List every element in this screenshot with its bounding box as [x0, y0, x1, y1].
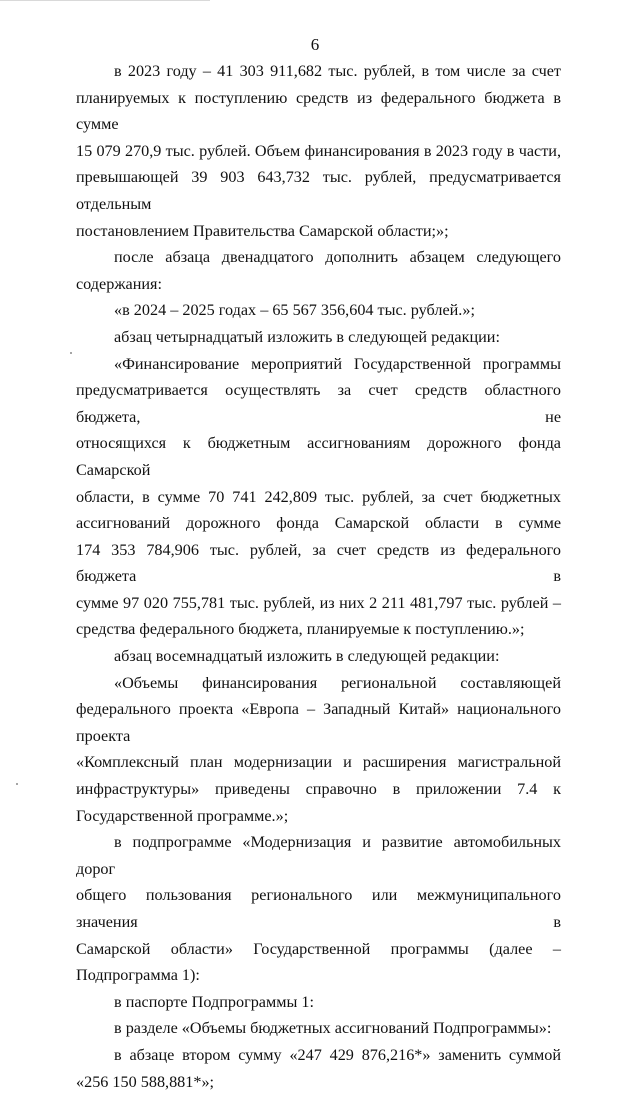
text-line: 15 079 270,9 тыс. рублей. Объем финансирования в 2023 году в части, — [76, 141, 561, 160]
scan-speck — [16, 783, 18, 785]
page-number: 6 — [310, 35, 320, 54]
paragraph-p5 — [76, 351, 561, 644]
text-line: в разделе «Объемы бюджетных ассигнований Подпрограммы»: — [114, 1019, 552, 1038]
text-line: в паспорте Подпрограммы 1: — [114, 992, 314, 1011]
text-line: «Комплексный план модернизации и расширения магистральной — [76, 753, 561, 772]
scan-speck — [70, 352, 72, 354]
paragraph-p10 — [76, 1015, 561, 1042]
text-line: ассигнований дорожного фонда Самарской области в сумме — [76, 514, 561, 533]
text-line: превышающей 39 903 643,732 тыс. рублей, предусматривается отдельным — [76, 168, 561, 213]
text-line: федерального проекта «Европа – Западный Китай» национального проекта — [76, 700, 561, 745]
text-line: абзац четырнадцатый изложить в следующей редакции: — [114, 327, 500, 346]
text-line: содержания: — [76, 274, 162, 293]
text-line: Самарской области» Государственной программы (далее – Подпрограмма 1): — [76, 939, 561, 985]
text-line: Государственной программе.»; — [76, 806, 289, 825]
text-line: предусматривается осуществлять за счет средств областного бюджета, не — [76, 381, 561, 426]
text-line: относящихся к бюджетным ассигнованиям дорожного фонда Самарской — [76, 434, 561, 479]
text-line: области, в сумме 70 741 242,809 тыс. рублей, за счет бюджетных — [76, 487, 561, 506]
text-line: планируемых к поступлению средств из федерального бюджета в сумме — [76, 88, 561, 134]
top-rule — [0, 0, 210, 1]
text-line: в подпрограмме «Модернизация и развитие автомобильных дорог — [76, 833, 561, 878]
paragraph-p7 — [76, 670, 561, 830]
text-line: сумме 97 020 755,781 тыс. рублей, из них 2 211 481,797 тыс. рублей – — [76, 593, 561, 612]
paragraph-p1 — [76, 58, 561, 244]
text-line: в абзаце втором сумму «247 429 876,216*» заменить суммой — [114, 1045, 561, 1064]
text-line: 174 353 784,906 тыс. рублей, за счет средств из федерального бюджета в — [76, 540, 561, 586]
paragraph-p6 — [76, 643, 561, 670]
text-line: «в 2024 – 2025 годах – 65 567 356,604 тыс. рублей.»; — [114, 301, 475, 320]
paragraph-p8 — [76, 829, 561, 989]
paragraph-p9 — [76, 989, 561, 1016]
text-line: инфраструктуры» приведены справочно в приложении 7.4 к — [76, 780, 561, 799]
text-line: постановлением Правительства Самарской области;»; — [76, 221, 449, 240]
text-line: «256 150 588,881*»; — [76, 1072, 215, 1091]
text-line: «Финансирование мероприятий Государственной программы — [114, 354, 561, 373]
document-body — [76, 58, 561, 1095]
paragraph-p3 — [76, 297, 561, 324]
paragraph-p4 — [76, 324, 561, 351]
text-line: после абзаца двенадцатого дополнить абзацем следующего — [114, 248, 561, 267]
paragraph-p11 — [76, 1042, 561, 1095]
text-line: средства федерального бюджета, планируемые к поступлению.»; — [76, 620, 525, 639]
text-line: «Объемы финансирования региональной составляющей — [114, 673, 561, 692]
text-line: в 2023 году – 41 303 911,682 тыс. рублей, в том числе за счет — [114, 62, 561, 80]
text-line: абзац восемнадцатый изложить в следующей редакции: — [114, 647, 500, 666]
paragraph-p2 — [76, 244, 561, 297]
text-line: общего пользования регионального или межмуниципального значения в — [76, 886, 561, 931]
